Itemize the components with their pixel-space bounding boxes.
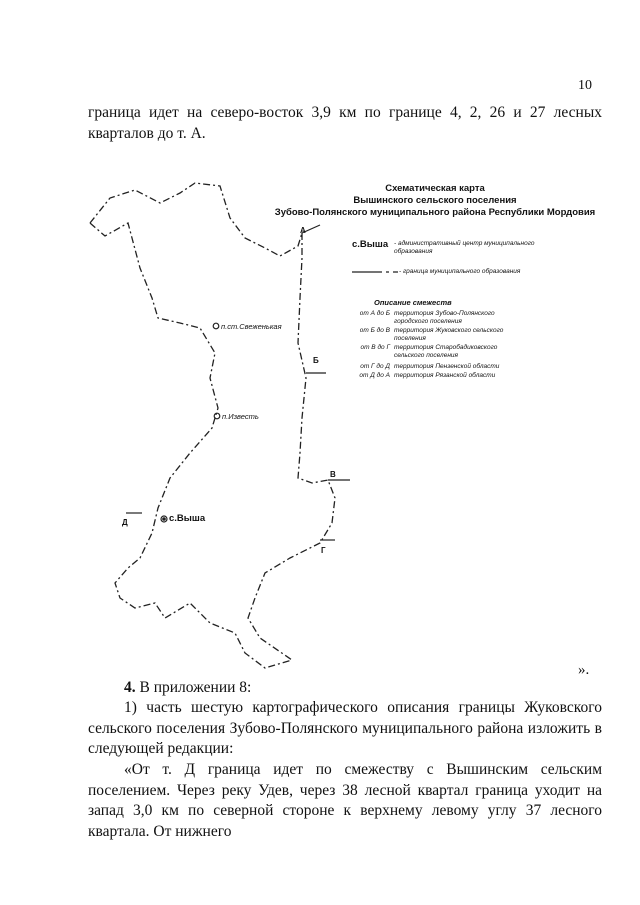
border-line — [90, 223, 292, 668]
adjacency-text: территория Жуковского сельского поселения — [394, 327, 504, 342]
adjacency-row — [340, 344, 514, 360]
point-label-v: В — [330, 470, 336, 479]
map-title-line1: Схематическая карта — [385, 183, 485, 194]
point-label-d: Д — [122, 518, 128, 527]
map-title-line3: Зубово-Полянского муниципального района Республики Мордовия — [274, 207, 596, 218]
intro-paragraph: граница идет на северо-восток 3,9 км по границе 4, 2, 26 и 27 лесных кварталов до т. А. — [88, 104, 602, 142]
adjacency-row — [340, 372, 514, 380]
adjacency-range: от А до Б — [359, 310, 390, 317]
adjacency-text: территория Пензенской области — [394, 363, 500, 370]
section-heading — [88, 678, 602, 699]
adjacency-text: территория Старобадиковского сельского поселения — [394, 344, 498, 359]
legend-border-desc: - граница муниципального образования — [399, 268, 521, 275]
adjacency-range: от В до Г — [360, 344, 390, 351]
legend-center-desc: - административный центр муниципального образования — [394, 240, 535, 255]
point-label-b: Б — [313, 356, 319, 365]
adjacency-title: Описание смежеств — [374, 298, 452, 307]
adjacency-range: от Г до Д — [360, 363, 390, 370]
adjacency-range: от Д до А — [359, 372, 390, 379]
closing-quote: ». — [578, 662, 590, 678]
point-label-a: А — [300, 226, 306, 235]
item-1-paragraph: 1) часть шестую картографического описания границы Жуковского сельского поселения Зубово-Полянского муниципального района изложить в следующей редакции: — [88, 699, 602, 757]
item-2-paragraph: «От т. Д граница идет по смежеству с Вышинским сельским поселением. Через реку Удев, через 38 лесной квартал граница уходит на запад 3,0 км по северной стороне к верхнему левому углу 37 лесного квартала. От нижнего — [88, 761, 602, 840]
page-number: 10 — [578, 78, 592, 93]
settlement-vysha: с.Выша — [169, 513, 206, 524]
section-number: 4. — [124, 679, 136, 696]
adjacency-text: территория Зубово-Полянского городского поселения — [394, 310, 495, 325]
map-title-line2: Вышинского сельского поселения — [353, 195, 517, 206]
adjacency-range: от Б до В — [359, 327, 390, 334]
adjacency-row — [340, 363, 514, 371]
settlement-svezhenkaya: п.ст.Свеженькая — [221, 322, 282, 331]
section-heading-text: В приложении 8: — [139, 679, 252, 696]
point-label-g: Г — [321, 546, 326, 555]
adjacency-row — [340, 327, 514, 343]
adjacency-row — [340, 310, 514, 326]
border-line — [248, 233, 335, 660]
map-title — [270, 183, 600, 219]
settlement-izvest: п.Известь — [222, 412, 259, 421]
adjacency-text: территория Рязанской области — [394, 372, 496, 379]
legend-center-label: с.Выша — [352, 239, 389, 250]
